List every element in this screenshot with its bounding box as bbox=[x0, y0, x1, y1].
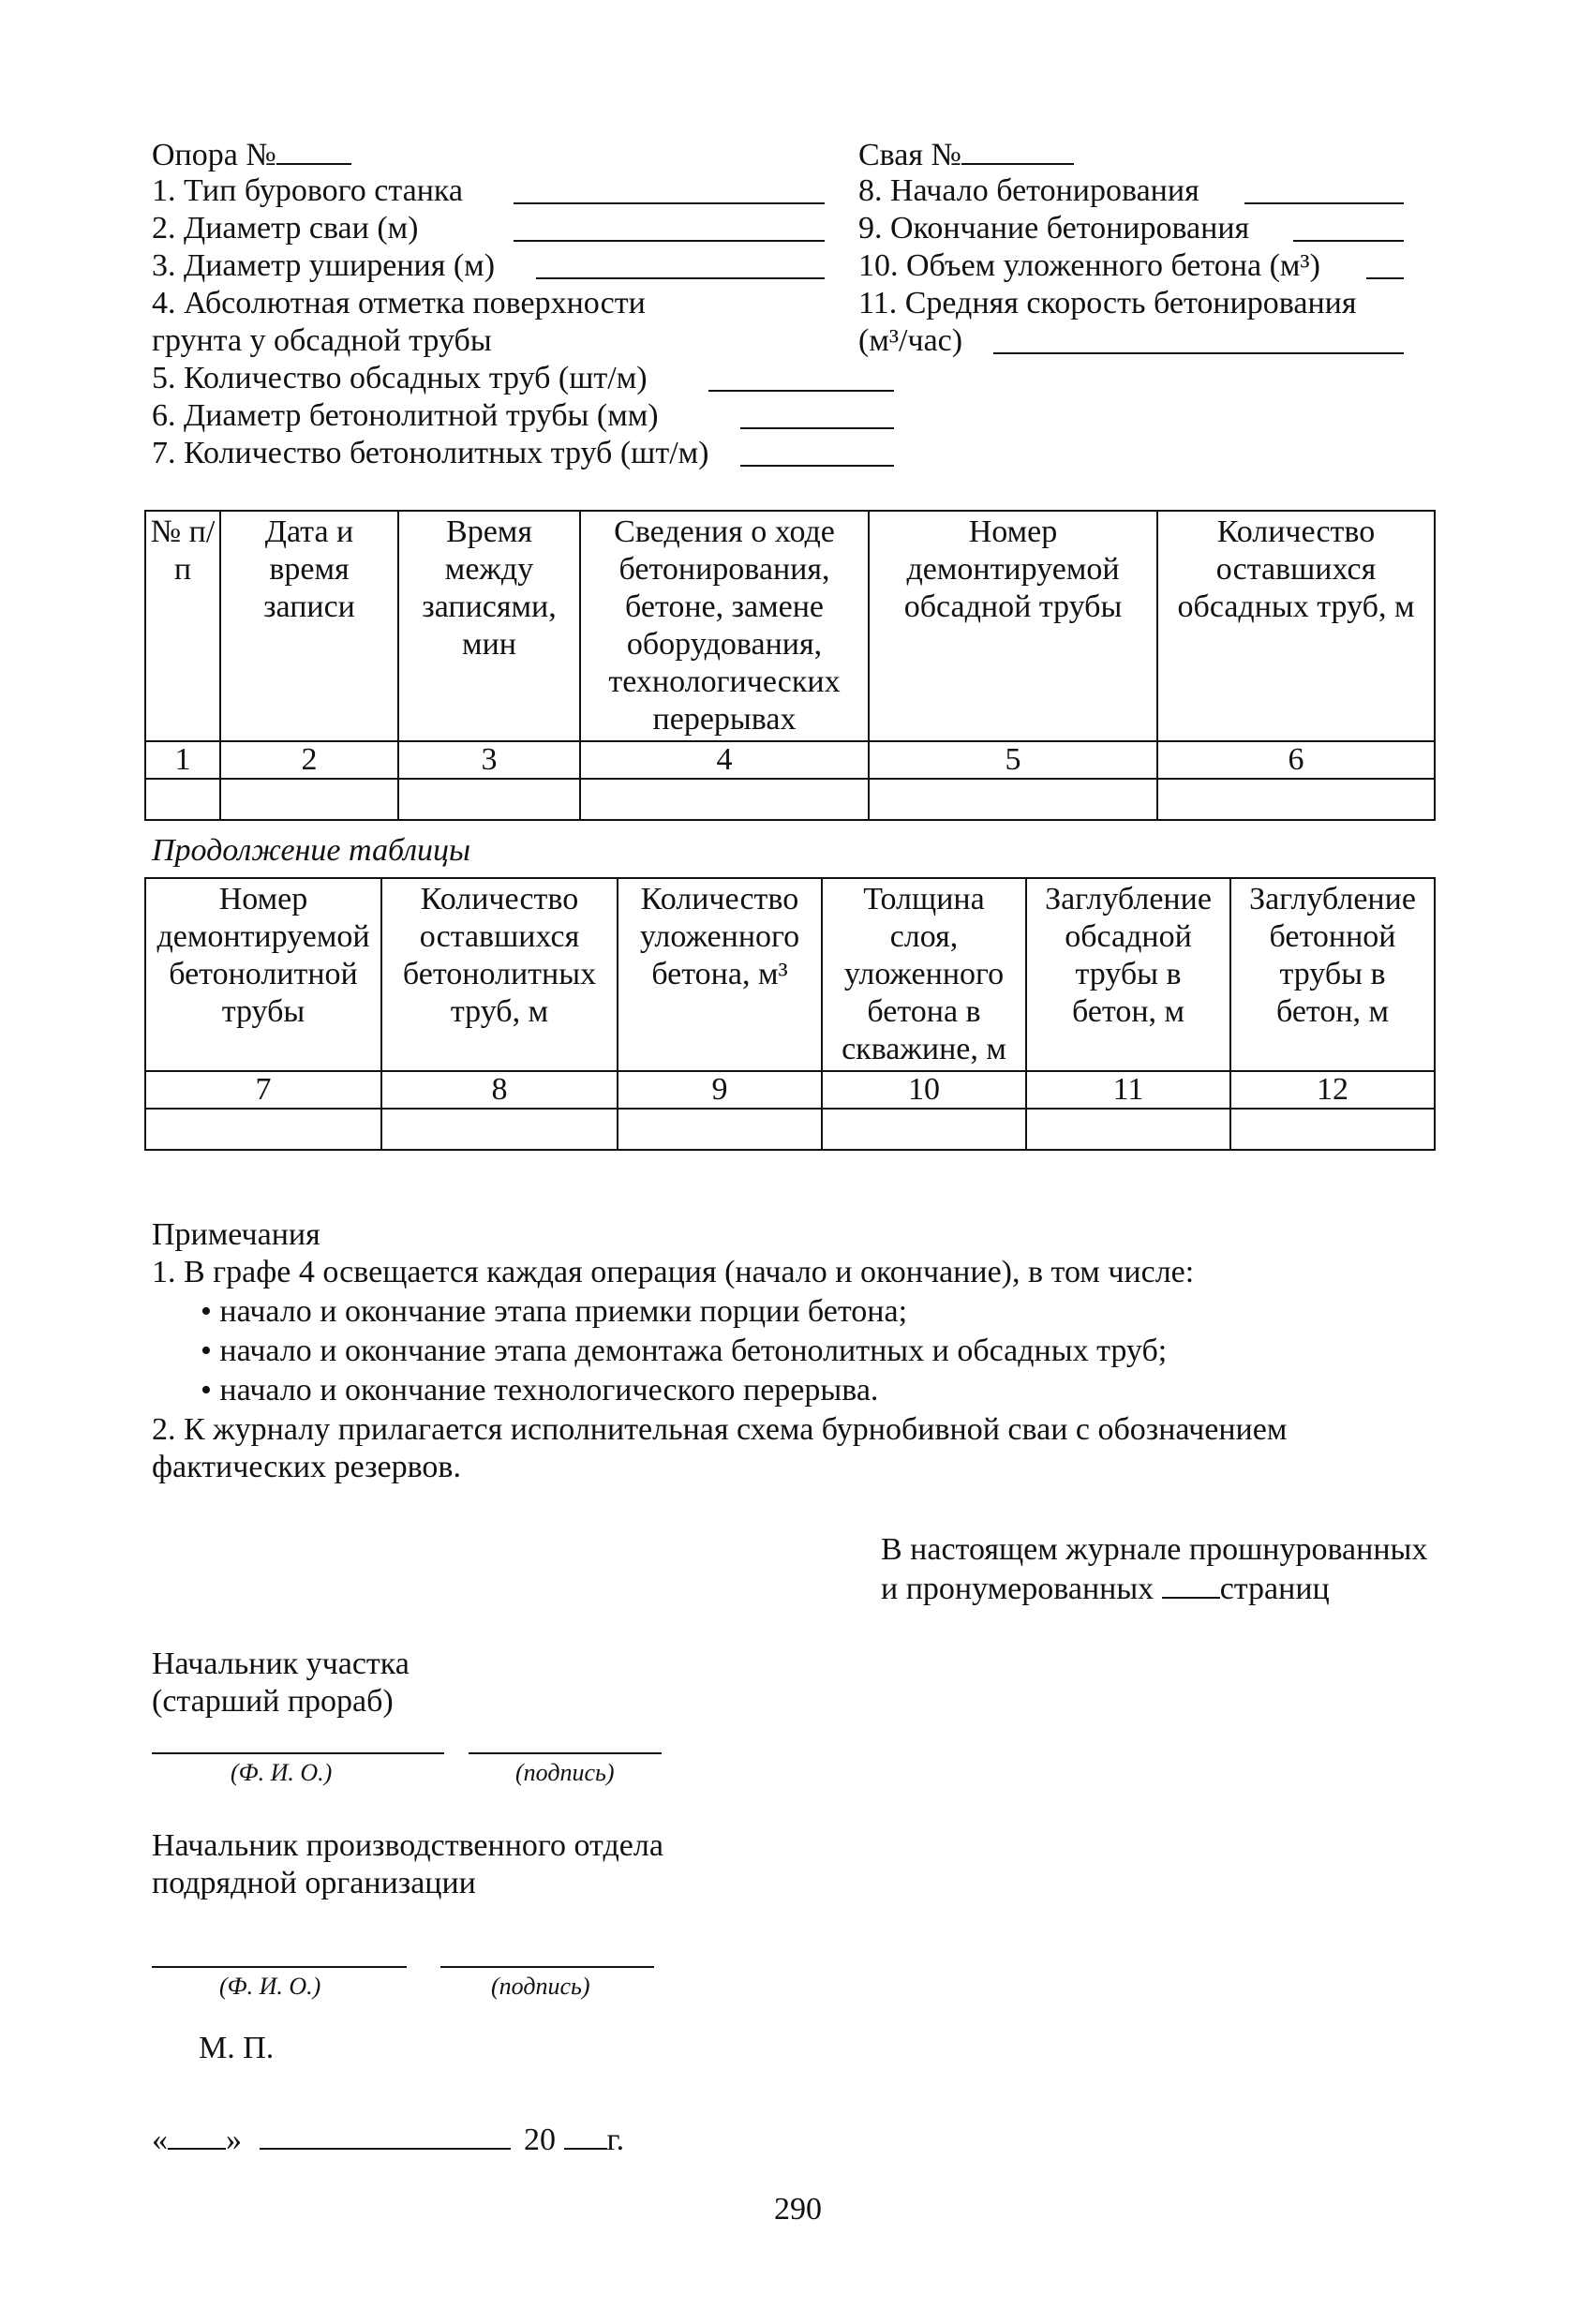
header-item-11-line1: 11. Средняя скорость бетонирования bbox=[858, 286, 1357, 320]
table-cell bbox=[145, 779, 220, 820]
column-number-row bbox=[145, 741, 1435, 779]
date-close-quote: » bbox=[226, 2123, 242, 2157]
column-number: 10 bbox=[822, 1071, 1026, 1109]
table-cell bbox=[398, 779, 580, 820]
site-chief-subtitle: (старший прораб) bbox=[152, 1684, 394, 1719]
table-cell bbox=[145, 1109, 381, 1150]
header-item-11-blank bbox=[993, 324, 1404, 354]
signature-caption: (подпись) bbox=[515, 1759, 615, 1786]
column-number: 1 bbox=[145, 741, 220, 779]
note-2-line2: фактических резервов. bbox=[152, 1450, 461, 1484]
column-header: Номер демонтируемой обсадной трубы bbox=[869, 511, 1157, 741]
column-header: Время между записями, мин bbox=[398, 511, 580, 741]
header-item-6-blank bbox=[740, 399, 894, 429]
concreting-log-table bbox=[144, 510, 1436, 821]
column-number: 6 bbox=[1157, 741, 1435, 779]
column-number: 11 bbox=[1026, 1071, 1230, 1109]
concreting-log-table-continuation bbox=[144, 877, 1436, 1151]
column-header: Сведения о ходе бетонирования, бетоне, замене оборудования, технологических перерывах bbox=[580, 511, 869, 741]
header-item-2-blank bbox=[514, 212, 825, 242]
table-header-row bbox=[145, 878, 1435, 1071]
table-header-row bbox=[145, 511, 1435, 741]
header-item-2 bbox=[152, 210, 419, 247]
header-item-5-label: 5. Количество обсадных труб (шт/м) bbox=[152, 361, 648, 395]
header-item-8-blank bbox=[1244, 174, 1404, 204]
column-number: 9 bbox=[618, 1071, 822, 1109]
stamp-place: М. П. bbox=[199, 2031, 275, 2065]
column-number: 5 bbox=[869, 741, 1157, 779]
header-item-9-blank bbox=[1293, 212, 1404, 242]
header-item-8 bbox=[858, 172, 1199, 210]
header-item-5-blank bbox=[708, 362, 894, 392]
header-item-4-line2: грунта у обсадной трубы bbox=[152, 323, 492, 358]
column-header: № п/п bbox=[145, 511, 220, 741]
header-item-10-label: 10. Объем уложенного бетона (м³) bbox=[858, 248, 1320, 283]
notes-title: Примечания bbox=[152, 1217, 320, 1252]
header-item-11-line2 bbox=[858, 322, 962, 360]
header-item-7-label: 7. Количество бетонолитных труб (шт/м) bbox=[152, 436, 709, 470]
table-cell bbox=[618, 1109, 822, 1150]
header-item-6-label: 6. Диаметр бетонолитной трубы (мм) bbox=[152, 398, 659, 433]
header-item-3-label: 3. Диаметр уширения (м) bbox=[152, 248, 496, 283]
support-number-field bbox=[152, 135, 351, 174]
pages-statement-suffix: страниц bbox=[1219, 1572, 1330, 1606]
column-header: Количество уложенного бетона, м³ bbox=[618, 878, 822, 1071]
date-year-suffix: г. bbox=[606, 2123, 625, 2157]
header-item-8-label: 8. Начало бетонирования bbox=[858, 173, 1199, 208]
date-year-blank bbox=[564, 2120, 607, 2150]
pages-count-blank bbox=[1162, 1569, 1220, 1599]
column-header: Толщина слоя, уложенного бетона в скважине, м bbox=[822, 878, 1026, 1071]
header-item-9-label: 9. Окончание бетонирования bbox=[858, 211, 1250, 246]
pages-statement-prefix: и пронумерованных bbox=[881, 1572, 1155, 1606]
header-item-7-blank bbox=[740, 437, 894, 467]
header-item-9 bbox=[858, 210, 1249, 247]
support-number-blank bbox=[276, 135, 351, 165]
signature-caption: (подпись) bbox=[491, 1973, 590, 2000]
header-item-3-blank bbox=[536, 249, 825, 279]
production-head-title: Начальник производственного отдела bbox=[152, 1828, 663, 1863]
date-open-quote: « bbox=[152, 2123, 168, 2157]
header-item-1-blank bbox=[514, 174, 825, 204]
table-cell bbox=[822, 1109, 1026, 1150]
column-number: 7 bbox=[145, 1071, 381, 1109]
column-header: Заглубление бетонной трубы в бетон, м bbox=[1230, 878, 1435, 1071]
pages-statement-line1: В настоящем журнале прошнурованных bbox=[881, 1532, 1428, 1567]
header-item-11-unit: (м³/час) bbox=[858, 323, 963, 358]
header-item-7 bbox=[152, 435, 709, 472]
fio-caption: (Ф. И. О.) bbox=[219, 1973, 321, 2000]
site-chief-title: Начальник участка bbox=[152, 1646, 410, 1681]
fio-caption: (Ф. И. О.) bbox=[231, 1759, 333, 1786]
table-cell bbox=[1026, 1109, 1230, 1150]
note-bullet: • начало и окончание этапа демонтажа бетонолитных и обсадных труб; bbox=[201, 1333, 1167, 1370]
column-header: Заглубление обсадной трубы в бетон, м bbox=[1026, 878, 1230, 1071]
table-cell bbox=[381, 1109, 618, 1150]
date-line bbox=[152, 2120, 624, 2159]
column-number-row bbox=[145, 1071, 1435, 1109]
column-header: Количество оставшихся обсадных труб, м bbox=[1157, 511, 1435, 741]
column-number: 2 bbox=[220, 741, 398, 779]
note-bullet: • начало и окончание этапа приемки порции бетона; bbox=[201, 1293, 907, 1331]
column-number: 3 bbox=[398, 741, 580, 779]
header-item-5 bbox=[152, 360, 648, 397]
header-item-1-label: 1. Тип бурового станка bbox=[152, 173, 463, 208]
continuation-label: Продолжение таблицы bbox=[152, 833, 471, 868]
table-cell bbox=[580, 779, 869, 820]
pile-number-field bbox=[858, 135, 1074, 174]
table-row bbox=[145, 779, 1435, 820]
header-item-10 bbox=[858, 247, 1320, 285]
note-1: 1. В графе 4 освещается каждая операция (начало и окончание), в том числе: bbox=[152, 1255, 1195, 1289]
header-item-1 bbox=[152, 172, 463, 210]
pages-statement-line2 bbox=[881, 1569, 1330, 1608]
header-item-6 bbox=[152, 397, 659, 435]
table-cell bbox=[1230, 1109, 1435, 1150]
table-cell bbox=[869, 779, 1157, 820]
column-number: 12 bbox=[1230, 1071, 1435, 1109]
note-2-line1: 2. К журналу прилагается исполнительная схема бурнобивной сваи с обозначением bbox=[152, 1412, 1288, 1447]
header-item-10-blank bbox=[1366, 249, 1404, 279]
pile-number-label: Свая № bbox=[858, 138, 961, 172]
column-header: Количество оставшихся бетонолитных труб, м bbox=[381, 878, 618, 1071]
date-month-blank bbox=[260, 2120, 511, 2150]
date-year-prefix: 20 bbox=[524, 2123, 556, 2157]
note-bullet: • начало и окончание технологического перерыва. bbox=[201, 1372, 878, 1409]
header-item-2-label: 2. Диаметр сваи (м) bbox=[152, 211, 419, 246]
page-number: 290 bbox=[774, 2192, 822, 2227]
table-cell bbox=[220, 779, 398, 820]
header-item-4-line1: 4. Абсолютная отметка поверхности bbox=[152, 286, 646, 320]
pile-number-blank bbox=[961, 135, 1074, 165]
production-head-subtitle: подрядной организации bbox=[152, 1866, 476, 1900]
column-header: Дата и время записи bbox=[220, 511, 398, 741]
table-row bbox=[145, 1109, 1435, 1150]
table-cell bbox=[1157, 779, 1435, 820]
column-number: 8 bbox=[381, 1071, 618, 1109]
support-number-label: Опора № bbox=[152, 138, 276, 172]
header-item-3 bbox=[152, 247, 495, 285]
column-header: Номер демонтируемой бетонолитной трубы bbox=[145, 878, 381, 1071]
column-number: 4 bbox=[580, 741, 869, 779]
date-day-blank bbox=[168, 2120, 226, 2150]
